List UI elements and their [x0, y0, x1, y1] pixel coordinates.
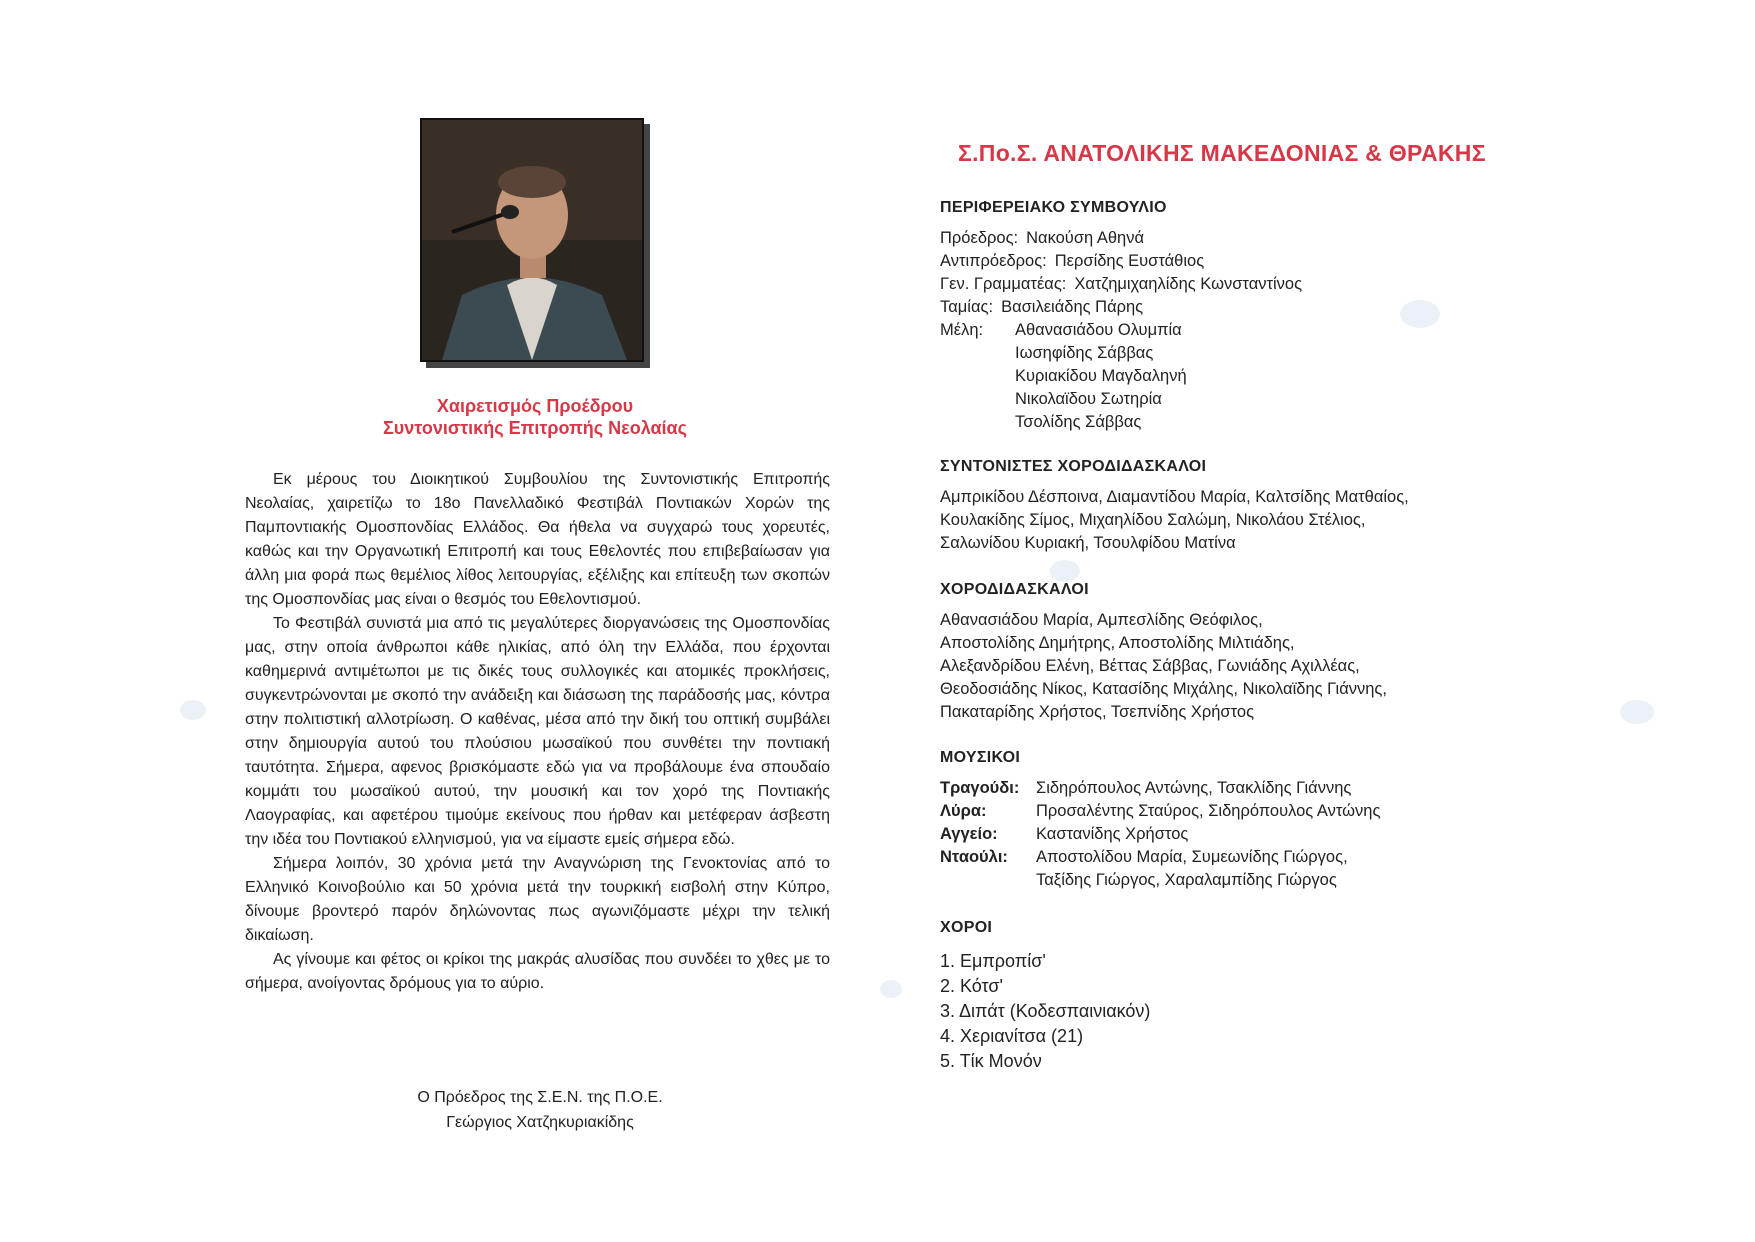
- treasurer-name: Βασιλειάδης Πάρης: [1001, 298, 1144, 316]
- president-photo: [420, 118, 644, 362]
- musician-names: Καστανίδης Χρήστος: [1036, 825, 1189, 843]
- dance-item: 4. Χεριανίτσα (21): [940, 1026, 1084, 1046]
- coordinators-heading: ΣΥΝΤΟΝΙΣΤΕΣ ΧΟΡΟΔΙΔΑΣΚΑΛΟΙ: [940, 458, 1207, 475]
- council-treasurer: [940, 296, 1560, 319]
- dance-item: 1. Εμπροπίσ': [940, 951, 1046, 971]
- secretary-label: Γεν. Γραμματέας:: [940, 275, 1067, 293]
- musician-names: Προσαλέντης Σταύρος, Σιδηρόπουλος Αντώνης: [1036, 802, 1381, 820]
- teachers-line: Θεοδοσιάδης Νίκος, Κατασίδης Μιχάλης, Νικολαϊδης Γιάννης,: [940, 680, 1387, 698]
- member-name: Τσολίδης Σάββας: [1015, 413, 1142, 431]
- background-speckle: [180, 700, 206, 720]
- secretary-name: Χατζημιχαηλίδης Κωνσταντίνος: [1074, 275, 1303, 293]
- musician-row: [940, 823, 1560, 846]
- musician-names: Σιδηρόπουλος Αντώνης, Τσακλίδης Γιάννης: [1036, 779, 1352, 797]
- org-title: Σ.Πο.Σ. ΑΝΑΤΟΛΙΚΗΣ ΜΑΚΕΔΟΝΙΑΣ & ΘΡΑΚΗΣ: [958, 140, 1486, 166]
- dance-item: 3. Διπάτ (Κοδεσπαινιακόν): [940, 1001, 1151, 1021]
- greeting-title-line2: Συντονιστικής Επιτροπής Νεολαίας: [383, 418, 687, 438]
- signature-title: Ο Πρόεδρος της Σ.Ε.Ν. της Π.Ο.Ε.: [417, 1089, 663, 1106]
- paragraph: Εκ μέρους του Διοικητικού Συμβουλίου της Συντονιστικής Επιτροπής Νεολαίας, χαιρετίζω το 18ο Πανελλαδικό Φεστιβάλ Ποντιακών Χορών της Παμποντιακής Ομοσπονδίας Ελλάδος. Θα ήθελα να συγχαρώ τους χορευτές, καθώς και την Οργανωτική Επιτροπή και τους Εθελοντές που επιβεβαίωσαν για άλλη μια φορά πως θεμέλιος λίθος λειτουργίας, εξέλιξης και επίτευξη των σκοπών της Ομοσπονδίας μας είναι ο θεσμός του Εθελοντισμού.: [245, 471, 830, 608]
- background-speckle: [880, 980, 902, 998]
- musician-role: Λύρα:: [940, 802, 987, 820]
- greeting-title-line1: Χαιρετισμός Προέδρου: [436, 396, 634, 416]
- teachers-section: [940, 578, 1560, 724]
- teachers-line: Αλεξανδρίδου Ελένη, Βέττας Σάββας, Γωνιάδης Αχιλλέας,: [940, 657, 1360, 675]
- coordinators-line: Αμπρικίδου Δέσποινα, Διαμαντίδου Μαρία, Καλτσίδης Ματθαίος,: [940, 488, 1409, 506]
- council-heading: ΠΕΡΙΦΕΡΕΙΑΚΟ ΣΥΜΒΟΥΛΙΟ: [940, 199, 1167, 216]
- vice-name: Περσίδης Ευστάθιος: [1054, 252, 1205, 270]
- musician-role: Τραγούδι:: [940, 779, 1020, 797]
- vice-label: Αντιπρόεδρος:: [940, 252, 1047, 270]
- member-name: Αθανασιάδου Ολυμπία: [1015, 321, 1182, 339]
- president-label: Πρόεδρος:: [940, 229, 1019, 247]
- council-members: [940, 319, 1560, 342]
- musician-role: [940, 869, 1036, 892]
- teachers-line: Αποστολίδης Δημήτρης, Αποστολίδης Μιλτιάδης,: [940, 634, 1295, 652]
- coordinators-section: [940, 455, 1560, 555]
- musician-names: Ταξίδης Γιώργος, Χαραλαμπίδης Γιώργος: [1036, 871, 1337, 889]
- musician-row: [940, 846, 1560, 869]
- treasurer-label: Ταμίας:: [940, 298, 994, 316]
- dances-list: [940, 949, 1560, 1074]
- greeting-title: [255, 395, 815, 439]
- musicians-heading: ΜΟΥΣΙΚΟΙ: [940, 749, 1021, 766]
- dance-item: 5. Τίκ Μονόν: [940, 1051, 1042, 1071]
- member-name: Κυριακίδου Μαγδαληνή: [1015, 367, 1187, 385]
- paragraph: Ας γίνουμε και φέτος οι κρίκοι της μακράς αλυσίδας που συνδέει το χθες με το σήμερα, ανοίγοντας δρόμους για το αύριο.: [245, 951, 830, 992]
- council-secretary: [940, 273, 1560, 296]
- musician-row: [940, 800, 1560, 823]
- paragraph: Το Φεστιβάλ συνιστά μια από τις μεγαλύτερες διοργανώσεις της Ομοσπονδίας μας, στην οποία άνθρωποι κάθε ηλικίας, από όλη την Ελλάδα, που έρχονται καθημερινά αντιμέτωποι με τις δικές τους συλλογικές και ατομικές προκλήσεις, συγκεντρώνονται με σκοπό την ανάδειξη και διάσωση της παράδοσής μας, κόντρα στην πολιτιστική αλλοτρίωση. Ο καθένας, μέσα από την δική του οπτική συμβάλει στην δημιουργία αυτού του πλούσιου μωσαϊκού που συνθέτει την ποντιακή ταυτότητα. Σήμερα, αφενος βρισκόμαστε εδώ για να προβάλουμε ένα σπουδαίο κομμάτι του μωσαϊκού αυτού, την μουσική και τον χορό της Ποντιακής Λαογραφίας, και αφετέρου τιμούμε εκείνους που ήρθαν και μετέφεραν άσβεστη την ιδέα του Ποντιακού ελληνισμού, για να είμαστε εμείς σήμερα εδώ.: [245, 615, 830, 848]
- dance-item: 2. Κότσ': [940, 976, 1003, 996]
- musician-role: Νταούλι:: [940, 848, 1008, 866]
- musician-names: Αποστολίδου Μαρία, Συμεωνίδης Γιώργος,: [1036, 848, 1348, 866]
- coordinators-line: Σαλωνίδου Κυριακή, Τσουλφίδου Ματίνα: [940, 534, 1236, 552]
- musician-role: Αγγείο:: [940, 825, 998, 843]
- council-president: [940, 227, 1560, 250]
- member-name: Ιωσηφίδης Σάββας: [1015, 344, 1154, 362]
- member-name: Νικολαϊδου Σωτηρία: [1015, 390, 1162, 408]
- paragraph: Σήμερα λοιπόν, 30 χρόνια μετά την Αναγνώριση της Γενοκτονίας από το Ελληνικό Κοινοβούλιο και 50 χρόνια μετά την τουρκική εισβολή στην Κύπρο, δίνουμε βροντερό παρόν δηλώνοντας πως αγωνιζόμαστε μέχρι την τελική δικαίωση.: [245, 855, 830, 944]
- teachers-line: Πακαταρίδης Χρήστος, Τσεπνίδης Χρήστος: [940, 703, 1255, 721]
- signature-block: [255, 1085, 825, 1135]
- teachers-line: Αθανασιάδου Μαρία, Αμπεσλίδης Θεόφιλος,: [940, 611, 1263, 629]
- musicians-section: [940, 746, 1560, 892]
- coordinators-line: Κουλακίδης Σίμος, Μιχαηλίδου Σαλώμη, Νικολάου Στέλιος,: [940, 511, 1366, 529]
- members-label: Μέλη:: [940, 321, 984, 339]
- dances-heading: ΧΟΡΟΙ: [940, 919, 993, 936]
- president-name: Νακούση Αθηνά: [1026, 229, 1145, 247]
- signature-name: Γεώργιος Χατζηκυριακίδης: [446, 1114, 634, 1131]
- greeting-body: [245, 468, 830, 996]
- musician-row: [940, 869, 1560, 892]
- dances-section: [940, 916, 1560, 1074]
- background-speckle: [1620, 700, 1654, 724]
- teachers-heading: ΧΟΡΟΔΙΔΑΣΚΑΛΟΙ: [940, 581, 1089, 598]
- council-section: [940, 196, 1560, 434]
- musician-row: [940, 777, 1560, 800]
- council-vice: [940, 250, 1560, 273]
